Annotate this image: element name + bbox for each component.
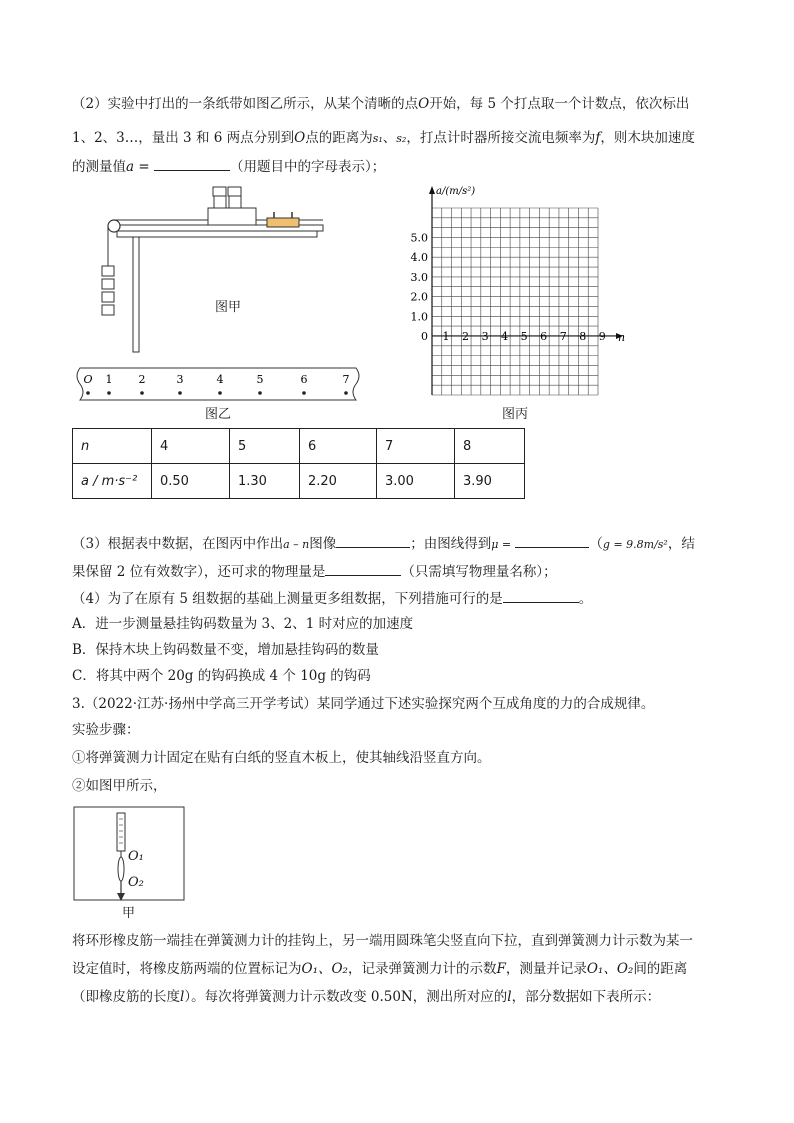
y-tick-label: 5.0 bbox=[410, 231, 428, 245]
x-tick-label: 9 bbox=[598, 329, 606, 343]
y-tick-label: 4.0 bbox=[410, 251, 428, 265]
table-cell: 3.00 bbox=[377, 464, 455, 499]
y-axis-label: a/(m/s²) bbox=[436, 186, 476, 197]
point-o: O bbox=[418, 96, 430, 112]
tape-label: 3 bbox=[176, 373, 184, 386]
caption-fig-jia: 图甲 bbox=[215, 300, 242, 315]
tape-dot bbox=[344, 391, 348, 395]
q3-text-1a: （3）根据表中数据，在图丙中作出 bbox=[72, 536, 284, 552]
para-2-f: F bbox=[496, 961, 506, 977]
y-tick-label: 3.0 bbox=[410, 270, 428, 284]
tape-dot bbox=[107, 391, 111, 395]
q4-line-1 bbox=[72, 588, 592, 609]
table-cell: 1.30 bbox=[230, 464, 300, 499]
steps-heading: 实验步骤： bbox=[72, 722, 140, 738]
table-cell: 3.90 bbox=[455, 464, 525, 499]
apparatus-figure bbox=[95, 180, 325, 360]
y-axis-arrow bbox=[429, 186, 435, 194]
tape-dot bbox=[258, 391, 262, 395]
para-line-2 bbox=[72, 959, 687, 979]
label-o2: O₂ bbox=[128, 875, 144, 890]
q2-text-3a: 的测量值 bbox=[72, 159, 126, 175]
q4-text-1b: 。 bbox=[578, 591, 593, 607]
problem-3-title: 3.（2022·江苏·扬州中学高三开学考试）某同学通过下述实验探究两个互成角度的力的合成规律。 bbox=[72, 696, 655, 712]
a-eq: a = bbox=[126, 159, 150, 175]
x-tick-label: 4 bbox=[501, 329, 509, 343]
q2-text-2a: 1、2、3…，量出 3 和 6 两点分别到 bbox=[72, 130, 295, 146]
table-cell: 0.50 bbox=[152, 464, 230, 499]
answer-blank-choice[interactable] bbox=[503, 588, 579, 603]
step-1: ①将弹簧测力计固定在贴有白纸的竖直木板上，使其轴线沿竖直方向。 bbox=[72, 750, 491, 766]
table-cell: 2.20 bbox=[300, 464, 377, 499]
option-c[interactable]: C．将其中两个 20g 的钩码换成 4 个 10g 的钩码 bbox=[72, 668, 371, 684]
mu-symbol: μ = bbox=[491, 538, 512, 551]
an-symbol: a – n bbox=[283, 538, 310, 551]
tape-label: 4 bbox=[216, 373, 224, 386]
q2-text-2b: 点的距离为 bbox=[305, 130, 373, 146]
q2-text-1b: 开始，每 5 个打点取一个计数点，依次标出 bbox=[429, 96, 690, 112]
q2-text-2c: ，打点计时器所接交流电频率为 bbox=[406, 130, 596, 146]
x-tick-label: 8 bbox=[579, 329, 587, 343]
point-o-2: O bbox=[294, 130, 306, 146]
caption-fig-yi: 图乙 bbox=[205, 407, 232, 422]
q2-sep: 、 bbox=[382, 130, 397, 146]
q3-text-1c: ；由图线得到 bbox=[410, 536, 492, 552]
q3-text-1b: 图像 bbox=[309, 536, 337, 552]
answer-blank-a[interactable] bbox=[154, 156, 230, 171]
q3-text-2b: （只需填写物理量名称）； bbox=[401, 564, 557, 580]
tape-label: 7 bbox=[342, 373, 350, 386]
tape-figure bbox=[72, 366, 364, 402]
q4-text-1a: （4）为了在原有 5 组数据的基础上测量更多组数据，下列措施可行的是 bbox=[72, 591, 503, 607]
para-3b: ）。每次将弹簧测力计示数改变 0.50N，测出所对应的 bbox=[184, 989, 508, 1005]
q2-line-3 bbox=[72, 156, 385, 177]
table-row bbox=[73, 464, 525, 499]
q2-text-2d: ，则木块加速度 bbox=[600, 130, 695, 146]
x-tick-label: 7 bbox=[559, 329, 567, 343]
x-tick-label: 3 bbox=[481, 329, 489, 343]
q2-line-2 bbox=[72, 128, 695, 149]
q2-line-1 bbox=[72, 94, 689, 114]
tape-dot bbox=[218, 391, 222, 395]
table-cell: 8 bbox=[455, 429, 525, 464]
q3-line-2 bbox=[72, 561, 557, 582]
tape-dot bbox=[140, 391, 144, 395]
tape-label: O bbox=[83, 373, 93, 386]
x-tick-label: 1 bbox=[442, 329, 450, 343]
tape-dot bbox=[86, 391, 90, 395]
table-cell: 5 bbox=[230, 429, 300, 464]
answer-blank-quantity[interactable] bbox=[325, 561, 401, 576]
para-3a: （即橡皮筋的长度 bbox=[72, 989, 180, 1005]
option-a[interactable]: A．进一步测量悬挂钩码数量为 3、2、1 时对应的加速度 bbox=[72, 616, 414, 632]
tape-dot bbox=[178, 391, 182, 395]
y-tick-label: 1.0 bbox=[410, 310, 428, 324]
tape-label: 1 bbox=[105, 373, 113, 386]
q3-text-2a: 果保留 2 位有效数字），还可求的物理量是 bbox=[72, 564, 326, 580]
q2-text-3b: （用题目中的字母表示）； bbox=[229, 159, 386, 175]
f-symbol: f bbox=[595, 130, 601, 146]
x-tick-label: 5 bbox=[520, 329, 528, 343]
para-2b: ，记录弹簧测力计的示数 bbox=[347, 961, 497, 977]
y-tick-label: 0 bbox=[421, 329, 428, 343]
para-3-l2: l bbox=[507, 989, 512, 1005]
para-2-o: O₁、O₂ bbox=[301, 961, 348, 977]
para-2-o2: O₁、O₂ bbox=[586, 961, 634, 977]
q3-text-1d: ，结 bbox=[667, 536, 695, 552]
q3-line-1: （3）根据表中数据，在图丙中作出a – n图像 ；由图线得到μ = （g = 9.8m/s²，结 bbox=[72, 533, 695, 555]
table-header-a: a / m·s⁻² bbox=[73, 464, 152, 499]
data-table bbox=[72, 428, 525, 499]
para-line-1: 将环形橡皮筋一端挂在弹簧测力计的挂钩上，另一端用圆珠笔尖竖直向下拉，直到弹簧测力计示数为某一 bbox=[72, 933, 693, 949]
x-tick-label: 2 bbox=[462, 329, 470, 343]
g-value: g = 9.8m/s² bbox=[602, 538, 668, 551]
tape-dot bbox=[302, 391, 306, 395]
y-tick-label: 2.0 bbox=[410, 290, 428, 304]
para-line-3 bbox=[72, 987, 660, 1007]
caption-spring-fig: 甲 bbox=[122, 906, 136, 921]
label-o1: O₁ bbox=[128, 849, 144, 864]
para-3-l: l bbox=[180, 989, 185, 1005]
tape-label: 6 bbox=[300, 373, 308, 386]
option-b[interactable]: B．保持木块上钩码数量不变，增加悬挂钩码的数量 bbox=[72, 642, 379, 658]
x-axis-label: n bbox=[618, 330, 626, 344]
grid-figure bbox=[400, 180, 640, 400]
table-cell: 4 bbox=[152, 429, 230, 464]
answer-blank-mu[interactable] bbox=[515, 533, 589, 548]
x-tick-label: 6 bbox=[540, 329, 548, 343]
answer-blank-graph[interactable] bbox=[336, 533, 410, 548]
s2-symbol: s₂ bbox=[396, 132, 407, 145]
para-2d: 间的距离 bbox=[633, 961, 688, 977]
para-2c: ，测量并记录 bbox=[505, 961, 587, 977]
tape-label: 2 bbox=[138, 373, 146, 386]
table-row bbox=[73, 429, 525, 464]
q2-text-1: （2）实验中打出的一条纸带如图乙所示，从某个清晰的点 bbox=[72, 96, 419, 112]
para-3c: ，部分数据如下表所示： bbox=[511, 989, 661, 1005]
para-2a: 设定值时，将橡皮筋两端的位置标记为 bbox=[72, 961, 302, 977]
caption-fig-bing: 图丙 bbox=[502, 407, 529, 422]
table-header-n: n bbox=[73, 429, 152, 464]
s1-symbol: s₁ bbox=[372, 132, 383, 145]
table-cell: 7 bbox=[377, 429, 455, 464]
tape-label: 5 bbox=[256, 373, 264, 386]
step-2: ②如图甲所示， bbox=[72, 778, 167, 794]
table-cell: 6 bbox=[300, 429, 377, 464]
